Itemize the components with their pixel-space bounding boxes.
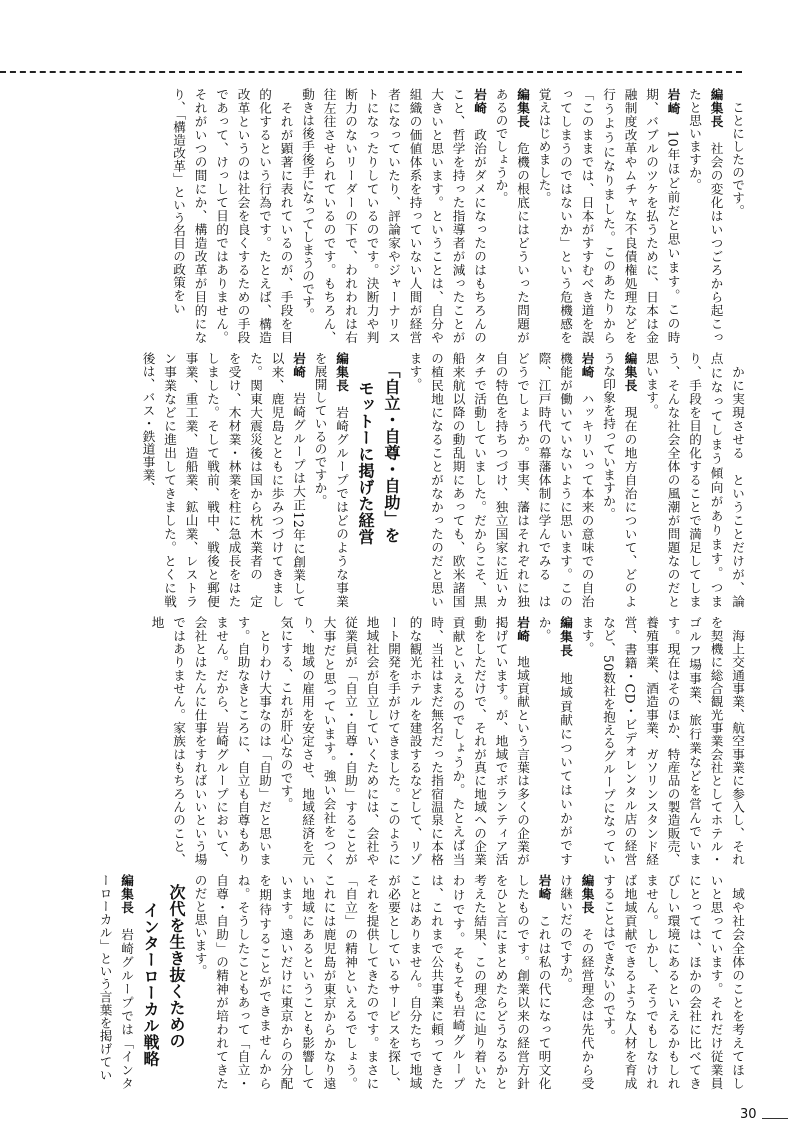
speaker-label: 岩崎 [515, 616, 530, 643]
page-number: 30 [740, 1107, 757, 1122]
paragraph-text: ハッキリいって本来の意味での自治機能が働いていないように思います。この際、江戸時代の幕藩体制に学んでみる はどうでしょうか。事実、藩はそれぞれに独自の特色を持ちつづけ、独立国家に近いカタチで活動していました。だからこそ、黒船来航以降の動乱期にあっても、欧米諸国の植民地になることがなかったのだと思います。 [407, 352, 595, 608]
paragraph [168, 88, 297, 344]
speaker-label: 岩崎 [472, 88, 487, 116]
paragraph [533, 88, 684, 344]
speaker-label: 編集長 [119, 874, 134, 915]
paragraph-text: 域や社会全体のことを考えてほしいと思っています。それだけ従業員にとっては、ほかの会社に比べてきびしい環境にあるといえるかもしれません。しかし、そうでもしなければ地域貢献できるような人材を育成することはできないのです。 [601, 874, 745, 1090]
paragraph [576, 616, 748, 866]
paragraph [309, 352, 352, 608]
speaker-label: 編集長 [708, 88, 724, 129]
top-dashed-rule [0, 71, 742, 73]
text-column-1 [30, 88, 748, 344]
paragraph [137, 352, 309, 608]
section-heading: 次代を生き抜くための [167, 884, 186, 1049]
paragraph [189, 874, 555, 1090]
page-number-block [740, 1103, 790, 1122]
speaker-label: 岩崎 [579, 352, 595, 380]
speaker-label: 岩崎 [536, 874, 552, 902]
paragraph [275, 616, 533, 866]
speaker-label: 岩崎 [665, 88, 681, 117]
section-heading: インターローカル戦略 [141, 902, 160, 1067]
paragraph [94, 874, 137, 1090]
paragraph-text: ことにしたのです。 [730, 100, 745, 218]
section-heading: 「自立・自尊・自助」を [382, 362, 401, 544]
paragraph-text: 現在の地方自治について、どのような印象を持っていますか。 [601, 352, 638, 608]
paragraph-text: それが顕著に表れているのが、手段を目的化するという行為です。たとえば、構造改革というのは社会を良くするための手段であって、けっして目的ではありません。それがいつの間にか、構造改革が目的になり、「構造改革」という名目の政策をい [171, 88, 294, 344]
paragraph-text: かに実現させる ということだけが、論点になってしまう傾向があります。つまり、手段を目的化することで満足してしまう、そんな社会全体の風潮が問題なのだと思います。 [644, 352, 745, 608]
paragraph-text: 社会の変化はいつごろから起こったと思いますか。 [687, 88, 724, 344]
paragraph-text: 10年ほど前だと思います。この時期、バブルのツケを払うために、日本は金融制度改革やムチャな不良債権処理などを行うようになりました。このあたりから「このままでは、日本がすすむべき道を誤ってしまうのではないか」という危機感を覚えはじめました。 [536, 88, 681, 344]
paragraph-text: 岩崎グループでは「インターローカル」という言葉を掲げてい [97, 874, 134, 1090]
paragraph [641, 352, 749, 608]
speaker-label: 編集長 [334, 352, 349, 393]
speaker-label: 編集長 [579, 874, 595, 915]
paragraph [598, 874, 749, 1090]
paragraph-text: その経営理念は先代から受け継いだのですか。 [558, 874, 595, 1090]
paragraph-text: 岩崎グループは大正12年に創業して以来、鹿児島とともに歩みつづけてきました。関東大震災後は国から枕木業者の 定を受け、木材業・林業を柱に急成長をはたしました。そして戦前、戦中、戦後と郵便事業、重工業、造船業、鉱山業、レストラン事業などに進出してきました。とくに戦後は、バス・鉄道事業、 [140, 352, 306, 608]
paragraph-text: 政治がダメになったのはもちろんのこと、哲学を持った指導者が減ったことが大きいと思います。ということは、自分や組織の価値体系を持っていない人間が経営者になっていたり、評論家やジャーナリストになったりしているのです。決断力や判断力のないリーダーの下で、われわれは右往左往させられているのです。もちろん、動きは後手後手になってしまうのです。 [300, 88, 487, 344]
paragraph-text: とりわけ大事なのは「自助」だと思います。自助なきところに、自立も自尊もありません。だから、岩崎グループにおいて、会社とはたんに仕事をすればいいという場ではありません。家族はもちろんのこと、地 [149, 616, 272, 866]
paragraph-text: これは私の代になって明文化したものです。創業以来の経営方針をひと言にまとめたらどうなるかと考えた結果、この理念に辿り着いたわけです。そもそも岩崎グループは、これまで公共事業に頼ってきたことはありません。自分たちで地域が必要としているサービスを探し、それを提供してきたのです。まさに「自立」の精神といえるでしょう。これには鹿児島が東京からかなり遠い地域にあるということも影響しています。遠いだけに東京からの分配を期待することができませんからね。そうしたこともあって「自立・自尊・自助」の精神が培われてきたのだと思います。 [192, 874, 552, 1090]
paragraph [727, 88, 749, 344]
paragraph-text: 危機の根底にはどういった問題があるのでしょうか。 [493, 88, 530, 344]
speaker-label: 編集長 [515, 88, 530, 129]
paragraph-text: 海上交通事業、航空事業に参入し、それを契機に総合観光事業会社としてホテル・ゴルフ場事業、旅行業などを営んでいます。現在はそのほか、特産品の製造販売、養殖事業、酒造事業、ガソリンスタンド経営、書籍・CD・ビデオレンタル店の経営など、50数社を抱えるグループになっています。 [579, 616, 745, 866]
paragraph-text: 岩崎グループではどのような事業を展開しているのですか。 [312, 352, 349, 608]
text-column-3 [30, 616, 748, 866]
paragraph [146, 616, 275, 866]
page-number-rule [762, 1118, 788, 1119]
paragraph-text: 地域貢献についてはいかがですか。 [536, 616, 573, 866]
paragraph-text: 地域貢献という言葉は多くの企業が掲げています。が、地域でボランティア活動をしただけで、それが真に地域への企業貢献といえるのでしょうか。たとえば当時、当社はまだ無名だった指宿温泉に本格的な観光ホテルを建設するなどして、リゾート開発を手がけてきました。このように地域社会が自立していくためには、会社や従業員が「自立・自尊・自助」することが大事だと思っています。強い会社をつくり、地域の雇用を安定させ、地域経済を元気にする、これが肝心なのです。 [278, 616, 530, 866]
speaker-label: 岩崎 [291, 352, 306, 379]
text-column-4 [30, 874, 748, 1090]
paragraph [684, 88, 727, 344]
text-column-2 [30, 352, 748, 608]
paragraph [555, 874, 598, 1090]
paragraph [490, 88, 533, 344]
speaker-label: 編集長 [558, 616, 573, 658]
speaker-label: 編集長 [622, 352, 638, 393]
paragraph [533, 616, 576, 866]
section-heading: モットーに掲げた経営 [356, 380, 375, 545]
paragraph [598, 352, 641, 608]
paragraph [404, 352, 598, 608]
paragraph [297, 88, 491, 344]
